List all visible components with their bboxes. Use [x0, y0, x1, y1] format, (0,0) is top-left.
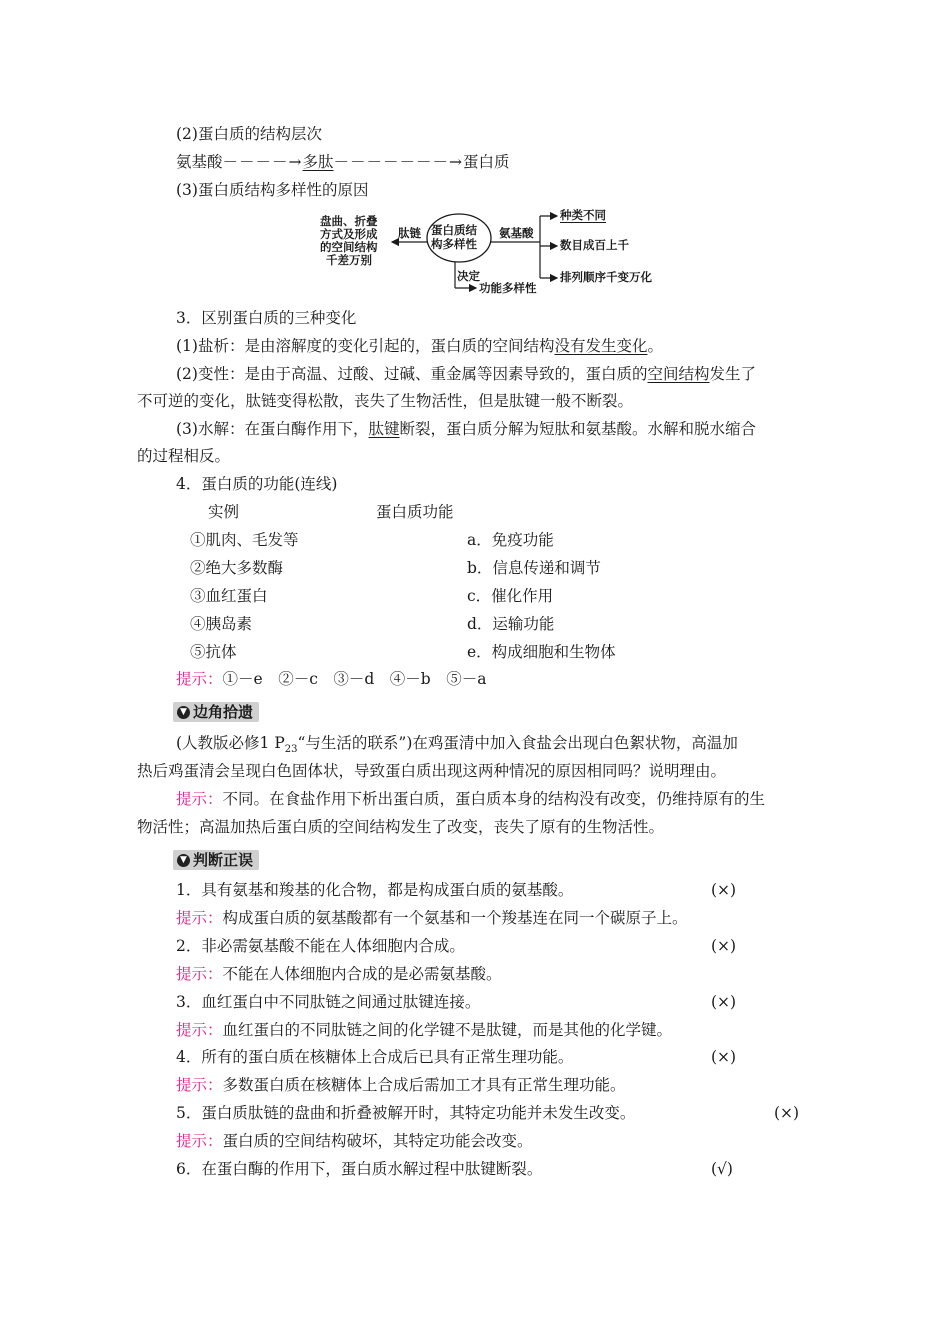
judge-question-2: 2．非必需氨基酸不能在人体细胞内合成。: [176, 937, 465, 955]
bianjiao-badge: ▼ 边角拾遗: [173, 702, 259, 722]
part3-heading: 3．区别蛋白质的三种变化: [176, 309, 357, 327]
denaturation-paragraph-line-1: (2)变性：是由于高温、过酸、过碱、重金属等因素导致的，蛋白质的空间结构发生了: [176, 365, 756, 383]
structure-chain: [176, 152, 510, 172]
diagram-label-peptide-chain: 肽链: [398, 226, 421, 240]
chain-polypeptide: 多肽: [302, 153, 334, 171]
diversity-diagram: [318, 206, 678, 298]
diagram-label-determine: 决定: [457, 269, 480, 283]
judge-question-6: 6．在蛋白酶的作用下，蛋白质水解过程中肽键断裂。: [176, 1160, 543, 1178]
judge-hint-4: 提示：多数蛋白质在核糖体上合成后需加工才具有正常生理功能。: [176, 1076, 626, 1094]
diagram-left-line-4: 千差万别: [326, 253, 372, 267]
diagram-left-line-2: 方式及形成: [320, 227, 378, 241]
function-item-b: b．信息传递和调节: [467, 559, 601, 577]
diagram-center-line-2: 构多样性: [431, 237, 477, 251]
hint-label: 提示：: [176, 670, 223, 688]
judge-hint-5: 提示：蛋白质的空间结构破坏，其特定功能会改变。: [176, 1132, 533, 1150]
chevron-down-icon: ▼: [177, 706, 190, 719]
judge-hint-2: 提示：不能在人体细胞内合成的是必需氨基酸。: [176, 965, 502, 983]
judge-mark-3: (×): [711, 993, 737, 1011]
diagram-right-item-1: 种类不同: [560, 208, 606, 222]
chain-arrow-1: －－－－→: [222, 153, 303, 171]
column-header-functions: 蛋白质功能: [376, 503, 454, 521]
judge-mark-1: (×): [711, 881, 737, 899]
function-item-a: a．免疫功能: [467, 531, 554, 549]
judge-question-4: 4．所有的蛋白质在核糖体上合成后已具有正常生理功能。: [176, 1048, 574, 1066]
chain-arrow-2: －－－－－－－→: [333, 153, 464, 171]
diagram-bottom-text: 功能多样性: [479, 281, 537, 295]
function-item-d: d．运输功能: [467, 615, 555, 633]
example-item-3: ③血红蛋白: [190, 587, 268, 605]
denaturation-underline: 空间结构: [647, 365, 710, 383]
diagram-label-amino-acid: 氨基酸: [499, 226, 534, 240]
part4-heading: 4．蛋白质的功能(连线): [176, 475, 338, 493]
example-item-5: ⑤抗体: [190, 643, 237, 661]
denaturation-paragraph-line-2: 不可逆的变化，肽链变得松散，丧失了生物活性，但是肽键一般不断裂。: [137, 392, 634, 410]
judge-mark-6: (√): [711, 1160, 733, 1178]
judge-hint-1: 提示：构成蛋白质的氨基酸都有一个氨基和一个羧基连在同一个碳原子上。: [176, 909, 688, 927]
example-item-1: ①肌肉、毛发等: [190, 531, 299, 549]
chain-protein: 蛋白质: [463, 153, 510, 171]
hydrolysis-paragraph-line-1: (3)水解：在蛋白酶作用下，肽键断裂，蛋白质分解为短肽和氨基酸。水解和脱水缩合: [176, 420, 756, 438]
example-item-4: ④胰岛素: [190, 615, 253, 633]
sec2-title: (2)蛋白质的结构层次: [176, 125, 322, 143]
salting-out-underline: 没有发生变化: [554, 337, 648, 355]
sec3-title: (3)蛋白质结构多样性的原因: [176, 181, 369, 199]
matching-hint: 提示：①－e ②－c ③－d ④－b ⑤－a: [176, 670, 487, 688]
judge-badge: ▼ 判断正误: [173, 850, 259, 870]
salting-out-paragraph: (1)盐析：是由溶解度的变化引起的，蛋白质的空间结构没有发生变化。: [176, 337, 663, 355]
bianjiao-answer-line-2: 物活性；高温加热后蛋白质的空间结构发生了改变，丧失了原有的生物活性。: [137, 818, 665, 836]
bianjiao-question-line-2: 热后鸡蛋清会呈现白色固体状，导致蛋白质出现这两种情况的原因相同吗？说明理由。: [137, 762, 727, 780]
diagram-center-line-1: 蛋白质结: [431, 223, 477, 237]
chevron-down-icon: ▼: [177, 854, 190, 867]
bianjiao-answer-line-1: 提示：不同。在食盐作用下析出蛋白质，蛋白质本身的结构没有改变，仍维持原有的生: [176, 790, 766, 808]
hint-label: 提示：: [176, 790, 223, 808]
diagram-left-line-1: 盘曲、折叠: [320, 214, 378, 228]
diagram-right-item-3: 排列顺序千变万化: [560, 270, 652, 284]
judge-question-3: 3．血红蛋白中不同肽链之间通过肽键连接。: [176, 993, 481, 1011]
bianjiao-question-line-1: (人教版必修1 $P_{23}“$与生活的联系”)在鸡蛋清中加入食盐会出现白色絮状物，高温加: [176, 734, 738, 756]
judge-mark-5: (×): [774, 1104, 800, 1122]
judge-mark-2: (×): [711, 937, 737, 955]
hydrolysis-underline: 肽键: [368, 420, 400, 438]
function-item-e: e．构成细胞和生物体: [467, 643, 616, 661]
diagram-right-item-2: 数目成百上千: [560, 238, 629, 252]
function-item-c: c．催化作用: [467, 587, 554, 605]
hydrolysis-paragraph-line-2: 的过程相反。: [137, 447, 231, 465]
judge-question-1: 1．具有氨基和羧基的化合物，都是构成蛋白质的氨基酸。: [176, 881, 574, 899]
judge-question-5: 5．蛋白质肽链的盘曲和折叠被解开时，其特定功能并未发生改变。: [176, 1104, 636, 1122]
diagram-left-line-3: 的空间结构: [320, 240, 378, 254]
column-header-examples: 实例: [208, 503, 240, 521]
example-item-2: ②绝大多数酶: [190, 559, 284, 577]
judge-hint-3: 提示：血红蛋白的不同肽链之间的化学键不是肽键，而是其他的化学键。: [176, 1021, 673, 1039]
judge-mark-4: (×): [711, 1048, 737, 1066]
chain-amino-acid: 氨基酸: [176, 153, 223, 171]
